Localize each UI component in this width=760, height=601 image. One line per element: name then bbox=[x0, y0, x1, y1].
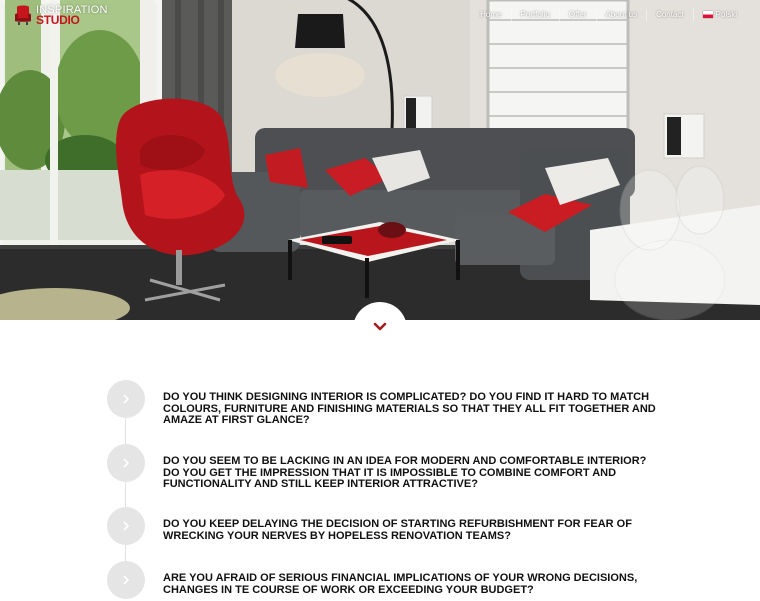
chevron-right-icon bbox=[122, 575, 130, 585]
question-text: DO YOU SEEM TO BE LACKING IN AN IDEA FOR MODERN AND COMFORTABLE INTERIOR? DO YOU GET THE IMPRESSION THAT IT IS IMPOSSIBLE TO COMBINE COMFORT AND FUNCTIONALITY AND STILL KEEP INTERIOR ATTRACTIVE? bbox=[163, 455, 647, 490]
nav-item-home[interactable]: Home bbox=[480, 10, 502, 19]
logo[interactable] bbox=[14, 5, 108, 25]
question-item bbox=[107, 561, 667, 601]
question-item bbox=[107, 444, 667, 490]
question-bullet bbox=[107, 444, 145, 482]
question-bullet bbox=[107, 507, 145, 545]
logo-text bbox=[36, 5, 108, 25]
question-bullet bbox=[107, 380, 145, 418]
question-text: DO YOU KEEP DELAYING THE DECISION OF STARTING REFURBISHMENT FOR FEAR OF WRECKING YOUR NERVES BY HOPELESS RENOVATION TEAMS? bbox=[163, 518, 632, 542]
logo-line1: INSPIRATION bbox=[36, 4, 108, 16]
question-item bbox=[107, 507, 667, 547]
nav-item-portfolio[interactable]: Portfolio bbox=[511, 9, 559, 21]
nav-item-language-label: Polski bbox=[715, 10, 737, 19]
question-bullet bbox=[107, 561, 145, 599]
nav-item-contact[interactable]: Contact bbox=[646, 9, 693, 21]
chevron-right-icon bbox=[122, 394, 130, 404]
polish-flag-icon bbox=[703, 11, 713, 18]
nav-item-language[interactable] bbox=[693, 9, 746, 21]
chevron-down-icon bbox=[373, 322, 387, 332]
chevron-right-icon bbox=[122, 521, 130, 531]
question-text: ARE YOU AFRAID OF SERIOUS FINANCIAL IMPLICATIONS OF YOUR WRONG DECISIONS, CHANGES IN TE COURSE OF WORK OR EXCEEDING YOUR BUDGET? bbox=[163, 572, 638, 596]
logo-line2: STUDIO bbox=[36, 13, 80, 27]
nav-item-about-us[interactable]: About us bbox=[596, 9, 647, 21]
main-nav bbox=[471, 9, 746, 21]
question-text: DO YOU THINK DESIGNING INTERIOR IS COMPLICATED? DO YOU FIND IT HARD TO MATCH COLOURS, FURNITURE AND FINISHING MATERIALS SO THAT THEY ALL FIT TOGETHER AND AMAZE AT FIRST GLANCE? bbox=[163, 391, 656, 426]
nav-item-offer[interactable]: Offer bbox=[559, 9, 596, 21]
armchair-logo-icon bbox=[14, 5, 32, 25]
question-item bbox=[107, 380, 667, 426]
chevron-right-icon bbox=[122, 458, 130, 468]
scroll-down-button[interactable] bbox=[353, 302, 407, 356]
